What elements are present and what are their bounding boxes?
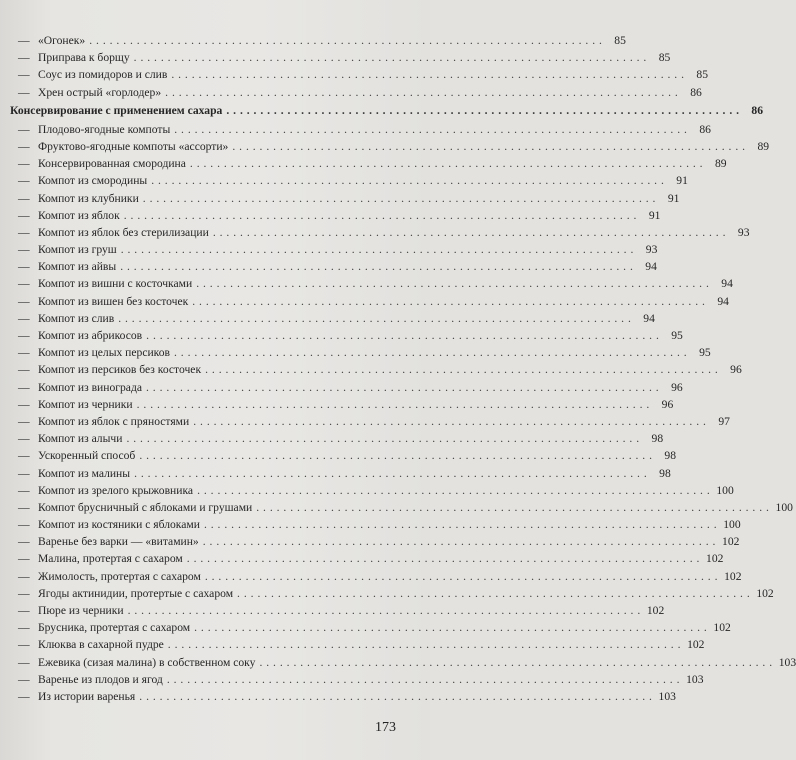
toc-entry-dash: — [18,466,30,480]
toc-entry-dash: — [18,191,30,205]
dot-leader [204,516,717,533]
toc-entry-dash: — [18,672,30,686]
toc-entry-page: 102 [646,604,665,617]
toc-entry-dash: — [18,397,30,411]
toc-entry-page: 94 [643,311,655,325]
dot-leader [237,585,750,602]
toc-entry-dash: — [18,483,30,497]
dot-leader [232,138,745,155]
toc-entry [10,602,665,619]
toc-entry-dash: — [18,260,30,274]
dot-leader [196,275,709,292]
dot-leader [118,310,631,327]
toc-entry [10,241,658,258]
toc-entry-dash: — [18,500,30,514]
toc-entry-page: 100 [716,483,734,497]
toc-entry [10,138,770,155]
toc-entry-page: 103 [686,672,704,686]
toc-entry-page: 102 [722,535,740,549]
dot-leader [171,66,684,83]
toc-entry [10,550,724,567]
toc-entry-title: Фруктово-ягодные компоты «ассорти» [38,139,229,153]
toc-entry-title: Компот из черники [38,397,133,411]
toc-entry [10,293,729,310]
toc-entry-title: Компот из яблок без стерилизации [38,225,209,239]
toc-entry-page: 96 [661,397,674,411]
dot-leader [165,84,678,101]
toc-entry-dash: — [18,518,30,532]
toc-entry-title: Компот из яблок с пряностями [38,414,190,428]
toc-entry-title: Соус из помидоров и слив [38,68,168,82]
toc-entry-dash: — [18,208,30,222]
toc-entry [10,396,674,413]
dot-leader [134,49,647,66]
toc-entry-title: Приправа к борщу [38,51,130,65]
toc-entry-page: 102 [713,621,731,635]
toc-entry-dash: — [18,363,30,377]
dot-leader [226,101,739,121]
toc-entry [10,379,683,396]
toc-entry [10,66,708,83]
toc-entry-dash: — [18,311,30,325]
toc-entry-dash: — [18,449,30,463]
dot-leader [121,241,634,258]
toc-entry-dash: — [18,329,30,342]
dot-leader [190,155,703,172]
toc-entry-title: Компот из малины [38,466,131,480]
toc-entry-title: Компот из яблок [38,208,120,222]
toc-entry-page: 98 [651,432,664,446]
toc-entry-page: 94 [645,260,657,274]
dot-leader [139,688,652,705]
toc-entry-page: 98 [664,449,676,463]
toc-entry-page: 95 [699,346,711,360]
toc-entry-page: 86 [690,85,702,99]
toc-entry-title: Компот из груш [38,243,117,257]
toc-entry-title: «Огонек» [38,34,86,47]
toc-entry-title: Компот из целых персиков [38,346,170,360]
toc-entry-dash: — [18,569,30,583]
toc-entry-title: Компот из костяники с яблоками [38,518,200,532]
dot-leader [194,619,707,636]
dot-leader [139,447,652,464]
toc-entry-title: Компот из зрелого крыжовника [38,483,194,497]
toc-entry-page: 91 [667,191,680,205]
toc-entry-dash: — [18,157,30,171]
toc-entry [10,207,661,224]
toc-entry-dash: — [18,174,30,188]
toc-entry-dash: — [18,34,30,47]
toc-entry-title: Компот из абрикосов [38,329,143,342]
toc-entry-page: 91 [648,208,661,222]
toc-entry [10,413,730,430]
toc-entry [10,275,733,292]
dot-leader [168,636,681,653]
toc-entry [10,327,683,344]
toc-entry-title: Брусника, протертая с сахаром [38,621,191,635]
dot-leader [205,361,718,378]
dot-leader [193,413,706,430]
toc-entry-dash: — [18,689,30,703]
dot-leader [187,550,700,567]
toc-entry [10,121,711,138]
toc-entry-title: Жимолость, протертая с сахаром [38,569,201,583]
toc-entry-title: Компот из клубники [38,191,139,205]
dot-leader [197,482,710,499]
toc-entry-page: 98 [659,466,671,480]
toc-entry-page: 94 [717,294,729,308]
toc-entry [10,447,676,464]
toc-entry-title: Из истории варенья [38,689,136,703]
dot-leader [146,327,659,344]
toc-entry [10,516,741,533]
toc-entry-dash: — [18,122,30,136]
toc-entry-dash: — [18,621,30,635]
toc-entry [10,49,671,66]
toc-entry [10,568,742,585]
toc-entry-dash: — [18,586,30,600]
toc-entry-dash: — [18,277,30,291]
toc-entry-title: Компот из алычи [38,432,123,446]
toc-entry-title: Компот брусничный с яблоками и грушами [38,500,253,514]
toc-entry [10,310,655,327]
toc-entry-dash: — [18,604,30,617]
toc-entry-title: Ежевика (сизая малина) в собственном соку [38,655,256,669]
dot-leader [167,671,680,688]
dot-leader [128,602,641,619]
toc-entry-dash: — [18,535,30,549]
toc-entry-dash: — [18,51,30,65]
toc-entry [10,499,793,516]
toc-entry-page: 96 [730,363,742,377]
page-number: 173 [375,720,396,735]
toc-entry-title: Плодово-ягодные компоты [38,122,171,136]
toc-entry-title: Консервирование с применением сахара [10,103,223,117]
toc-entry [10,688,676,705]
toc-entry [10,190,680,207]
toc-entry-page: 94 [721,277,733,291]
toc-entry-page: 85 [696,68,708,82]
toc-entry-page: 97 [718,414,730,428]
toc-entry-dash: — [18,225,30,239]
toc-entry-page: 100 [723,518,741,532]
dot-leader [137,396,650,413]
toc-entry-title: Компот из айвы [38,260,117,274]
toc-entry-page: 86 [699,122,711,136]
toc-entry-title: Пюре из черники [38,604,124,617]
toc-entry-page: 100 [775,500,793,514]
toc-entry-title: Ускоренный способ [38,449,136,463]
dot-leader [259,654,772,671]
dot-leader [134,465,647,482]
toc-entry-dash: — [18,638,30,652]
toc-entry-title: Компот из вишни с косточками [38,277,193,291]
toc-entry [10,361,742,378]
toc-section-heading [10,101,764,121]
toc-entry-dash: — [18,243,30,257]
toc-entry [10,619,731,636]
table-of-contents [10,32,796,705]
toc-entry-page: 102 [706,552,724,566]
toc-entry-page: 86 [751,103,764,117]
toc-entry-dash: — [18,432,30,446]
toc-entry [10,585,774,602]
toc-entry-dash: — [18,655,30,669]
toc-entry-dash: — [18,552,30,566]
toc-entry-page: 89 [714,157,727,171]
toc-entry-title: Компот из смородины [38,174,148,188]
toc-entry-page: 102 [687,638,705,652]
toc-entry-page: 103 [658,689,676,703]
toc-entry-dash: — [18,139,30,153]
toc-entry-dash: — [18,294,30,308]
toc-entry-page: 102 [756,586,774,600]
toc-entry-page: 102 [724,569,742,583]
toc-entry-page: 96 [671,380,683,394]
dot-leader [213,224,726,241]
toc-entry [10,671,704,688]
toc-entry [10,155,727,172]
toc-entry-title: Варенье из плодов и ягод [38,672,163,686]
dot-leader [89,32,602,49]
toc-entry-dash: — [18,346,30,360]
dot-leader [203,533,716,550]
toc-entry-title: Варенье без варки — «витамин» [38,535,199,549]
toc-entry-page: 95 [671,329,683,342]
dot-leader [120,258,633,275]
toc-entry-title: Компот из персиков без косточек [38,363,202,377]
toc-entry-page: 93 [737,225,750,239]
dot-leader [256,499,769,516]
toc-entry [10,258,657,275]
dot-leader [205,568,718,585]
dot-leader [124,207,637,224]
toc-entry [10,482,734,499]
toc-entry [10,430,664,447]
toc-entry-title: Консервированная смородина [38,157,186,171]
toc-entry [10,84,702,101]
dot-leader [146,379,659,396]
toc-entry-dash: — [18,380,30,394]
dot-leader [151,172,664,189]
toc-entry-title: Компот из вишен без косточек [38,294,189,308]
toc-entry [10,636,705,653]
toc-entry-page: 103 [778,655,796,669]
toc-entry-title: Малина, протертая с сахаром [38,552,183,566]
toc-entry [10,344,711,361]
toc-entry [10,172,688,189]
dot-leader [143,190,656,207]
toc-entry-title: Компот из винограда [38,380,142,394]
toc-entry-dash: — [18,68,30,82]
dot-leader [126,430,639,447]
toc-entry-title: Компот из слив [38,311,115,325]
toc-entry-page: 89 [757,139,770,153]
toc-entry-dash: — [18,85,30,99]
toc-entry-page: 85 [614,34,626,47]
toc-entry-page: 85 [658,51,671,65]
toc-entry-dash: — [18,414,30,428]
toc-entry [10,533,740,550]
toc-entry [10,224,750,241]
toc-entry-page: 91 [676,174,688,188]
toc-entry [10,465,671,482]
toc-entry [10,32,626,49]
dot-leader [192,293,705,310]
dot-leader [174,121,687,138]
toc-entry-title: Хрен острый «горлодер» [38,85,162,99]
toc-entry [10,654,796,671]
toc-entry-title: Ягоды актинидии, протертые с сахаром [38,586,234,600]
toc-entry-page: 93 [645,243,658,257]
dot-leader [174,344,687,361]
toc-entry-title: Клюква в сахарной пудре [38,638,164,652]
